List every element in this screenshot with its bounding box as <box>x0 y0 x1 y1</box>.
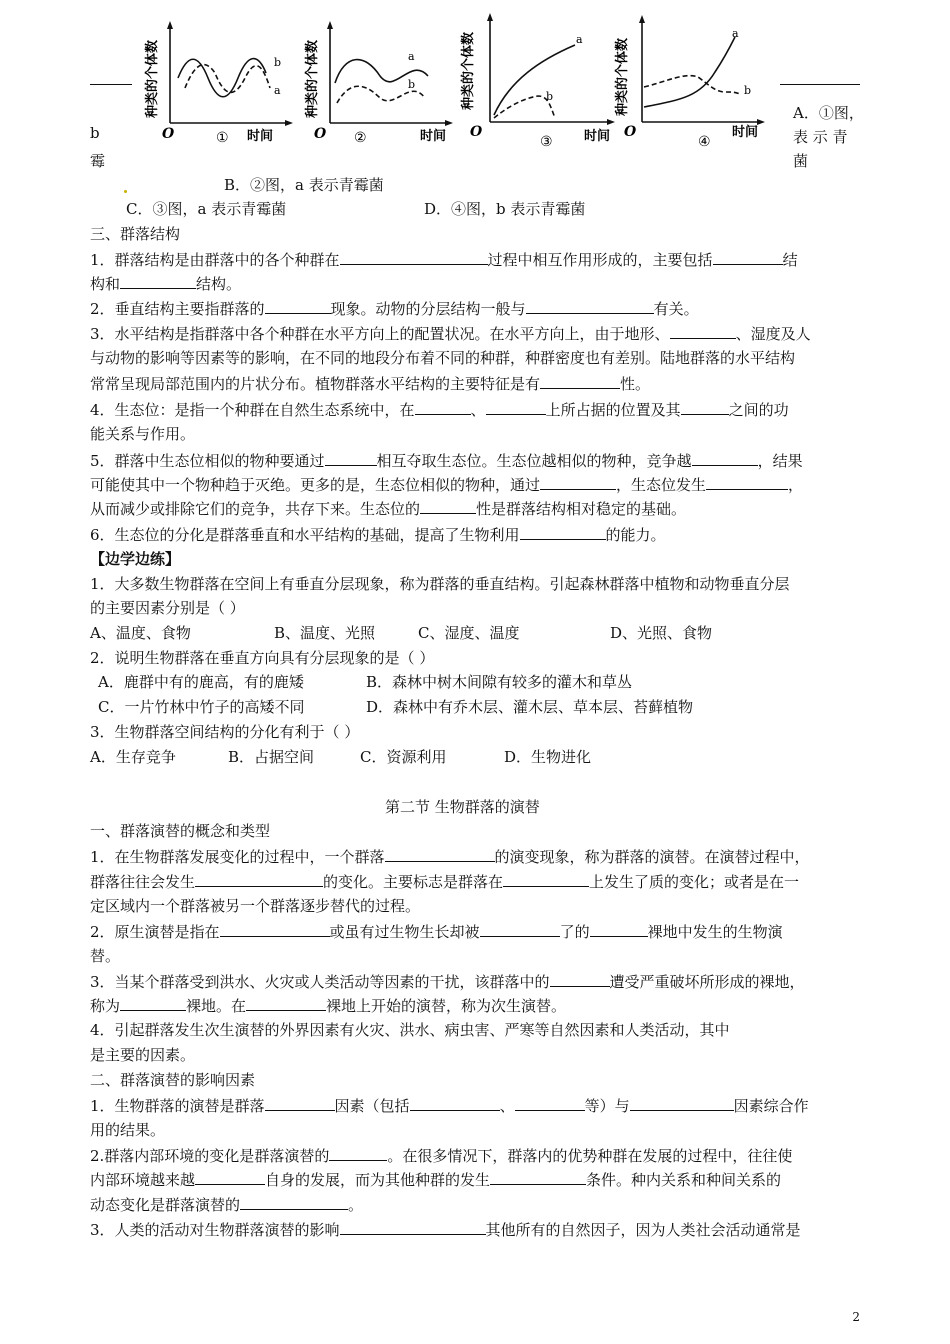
svg-text:O: O <box>314 126 327 142</box>
svg-text:O: O <box>624 124 637 140</box>
paragraph-6: 6．生态位的分化是群落垂直和水平结构的基础，提高了生物利用 的能力。 <box>90 526 666 544</box>
paragraph-4-line2: 能关系与作用。 <box>90 425 196 443</box>
option-c: C．③图，a 表示青霉菌 <box>126 200 287 218</box>
exercise-1-line2: 的主要因素分别是（ ） <box>90 599 245 617</box>
exercise-3: 3．生物群落空间结构的分化有利于（ ） <box>90 723 360 741</box>
option-a-line2: 表 示 青 <box>793 128 848 146</box>
paragraph-5-line1: 5．群落中生态位相似的物种要通过 相互夺取生态位。生态位越相似的物种，竞争越 ，结果 <box>90 452 803 470</box>
graph-4-label-b: b <box>744 84 752 97</box>
section-3-title: 三、群落结构 <box>90 225 181 243</box>
s1-paragraph-3-line2: 称为 裸地。在 裸地上开始的演替，称为次生演替。 <box>90 997 567 1015</box>
s2-paragraph-2-line1: 2.群落内部环境的变化是群落演替的 。在很多情况下，群落内的优势种群在发展的过程中，往往使 <box>90 1147 793 1165</box>
graph-2 <box>300 18 455 148</box>
section-title: 第二节 生物群落的演替 <box>385 798 540 816</box>
right-fragment-line <box>780 84 860 85</box>
svg-text:时间: 时间 <box>584 129 611 144</box>
s1-paragraph-1-line3: 定区域内一个群落被另一个群落逐步替代的过程。 <box>90 897 421 915</box>
option-a-line3: 菌 <box>793 152 809 170</box>
graph-4 <box>615 12 780 150</box>
svg-text:时间: 时间 <box>420 129 447 144</box>
paragraph-1-line2: 构和 结构。 <box>90 275 242 293</box>
svg-text:O: O <box>470 124 483 140</box>
page-number: 2 <box>852 1310 860 1324</box>
svg-text:种类的个体数: 种类的个体数 <box>615 37 630 116</box>
graph-4-curve-b <box>644 76 740 94</box>
subsection-1-title: 一、群落演替的概念和类型 <box>90 822 271 840</box>
s1-paragraph-2-line1: 2．原生演替是指在 或虽有过生物生长却被 了的 裸地中发生的生物演 <box>90 923 783 941</box>
svg-text:种类的个体数: 种类的个体数 <box>145 39 160 118</box>
svg-text:时间: 时间 <box>732 125 759 140</box>
paragraph-3-line3: 常常呈现局部范围内的片状分布。植物群落水平结构的主要特征是有 性。 <box>90 375 651 393</box>
s1-paragraph-1-line1: 1．在生物群落发展变化的过程中，一个群落 的演变现象，称为群落的演替。在演替过程中， <box>90 848 810 866</box>
s1-paragraph-4-line2: 是主要的因素。 <box>90 1046 196 1064</box>
graph-1-number: ① <box>216 130 229 146</box>
svg-text:种类的个体数: 种类的个体数 <box>305 39 320 118</box>
s2-paragraph-1-line2: 用的结果。 <box>90 1121 166 1139</box>
s2-paragraph-2-line3: 动态变化是群落演替的 。 <box>90 1196 364 1214</box>
graph-1-label-b: b <box>274 56 282 69</box>
exercise-2: 2．说明生物群落在垂直方向具有分层现象的是（ ） <box>90 649 435 667</box>
graph-2-number: ② <box>354 130 367 146</box>
graph-3-number: ③ <box>540 134 553 150</box>
paragraph-2: 2．垂直结构主要指群落的 现象。动物的分层结构一般与 有关。 <box>90 300 699 318</box>
graph-1-label-a: a <box>274 84 281 97</box>
practice-title: 【边学边练】 <box>90 550 181 568</box>
paragraph-5-line3: 从而减少或排除它们的竞争，共存下来。生态位的 性是群落结构相对稳定的基础。 <box>90 500 687 518</box>
graph-3-label-b: b <box>546 90 554 103</box>
graph-4-number: ④ <box>698 134 711 150</box>
left-fragment-mei: 霉 <box>90 152 106 170</box>
svg-text:O: O <box>162 126 175 142</box>
left-fragment-line <box>90 84 132 85</box>
svg-text:时间: 时间 <box>247 129 274 144</box>
graph-4-label-a: a <box>732 27 739 40</box>
s2-paragraph-1-line1: 1．生物群落的演替是群落 因素（包括 、 等）与 因素综合作 <box>90 1097 809 1115</box>
s2-paragraph-2-line2: 内部环境越来越 自身的发展，而为其他种群的发生 条件。种内关系和种间关系的 <box>90 1171 782 1189</box>
s1-paragraph-2-line2: 替。 <box>90 947 121 965</box>
subsection-2-title: 二、群落演替的影响因素 <box>90 1071 256 1089</box>
graph-1-curve-a <box>178 59 266 97</box>
graph-4-curve-a <box>644 37 735 107</box>
option-b: B．②图，a 表示青霉菌 <box>224 176 384 194</box>
paragraph-3-line1: 3．水平结构是指群落中各个种群在水平方向上的配置状况。在水平方向上，由于地形、 、湿度及人 <box>90 325 811 343</box>
graph-2-label-b: b <box>408 78 416 91</box>
stray-dot <box>124 190 127 193</box>
s1-paragraph-4-line1: 4．引起群落发生次生演替的外界因素有火灾、洪水、病虫害、严寒等自然因素和人类活动，其中 <box>90 1021 730 1039</box>
option-a-line1: A．①图， <box>793 104 864 122</box>
graph-3-label-a: a <box>576 33 583 46</box>
s1-paragraph-1-line2: 群落往往会发生 的变化。主要标志是群落在 上发生了质的变化；或者是在一 <box>90 873 800 891</box>
s2-paragraph-3: 3．人类的活动对生物群落演替的影响 其他所有的自然因子，因为人类社会活动通常是 <box>90 1221 801 1239</box>
paragraph-4-line1: 4．生态位：是指一个种群在自然生态系统中，在 、 上所占据的位置及其 之间的功 <box>90 401 789 419</box>
graph-1 <box>140 18 295 148</box>
exercise-1-line1: 1．大多数生物群落在空间上有垂直分层现象，称为群落的垂直结构。引起森林群落中植物和动物垂直分层 <box>90 575 790 593</box>
svg-text:种类的个体数: 种类的个体数 <box>461 31 476 110</box>
paragraph-3-line2: 与动物的影响等因素等的影响，在不同的地段分布着不同的种群，种群密度也有差别。陆地群落的水平结构 <box>90 349 796 367</box>
paragraph-5-line2: 可能使其中一个物种趋于灭绝。更多的是，生态位相似的物种，通过 ，生态位发生 ， <box>90 476 804 494</box>
left-fragment-b: b <box>90 124 100 142</box>
graph-1-curve-b <box>185 65 270 93</box>
graph-3 <box>460 10 620 148</box>
graph-2-label-a: a <box>408 50 415 63</box>
graph-3-curve-a <box>494 45 575 115</box>
s1-paragraph-3-line1: 3．当某个群落受到洪水、火灾或人类活动等因素的干扰，该群落中的 遭受严重破坏所形成的裸地， <box>90 973 805 991</box>
option-d: D．④图，b 表示青霉菌 <box>424 200 586 218</box>
paragraph-1-line1: 1．群落结构是由群落中的各个种群在 过程中相互作用形成的，主要包括 结 <box>90 251 798 269</box>
